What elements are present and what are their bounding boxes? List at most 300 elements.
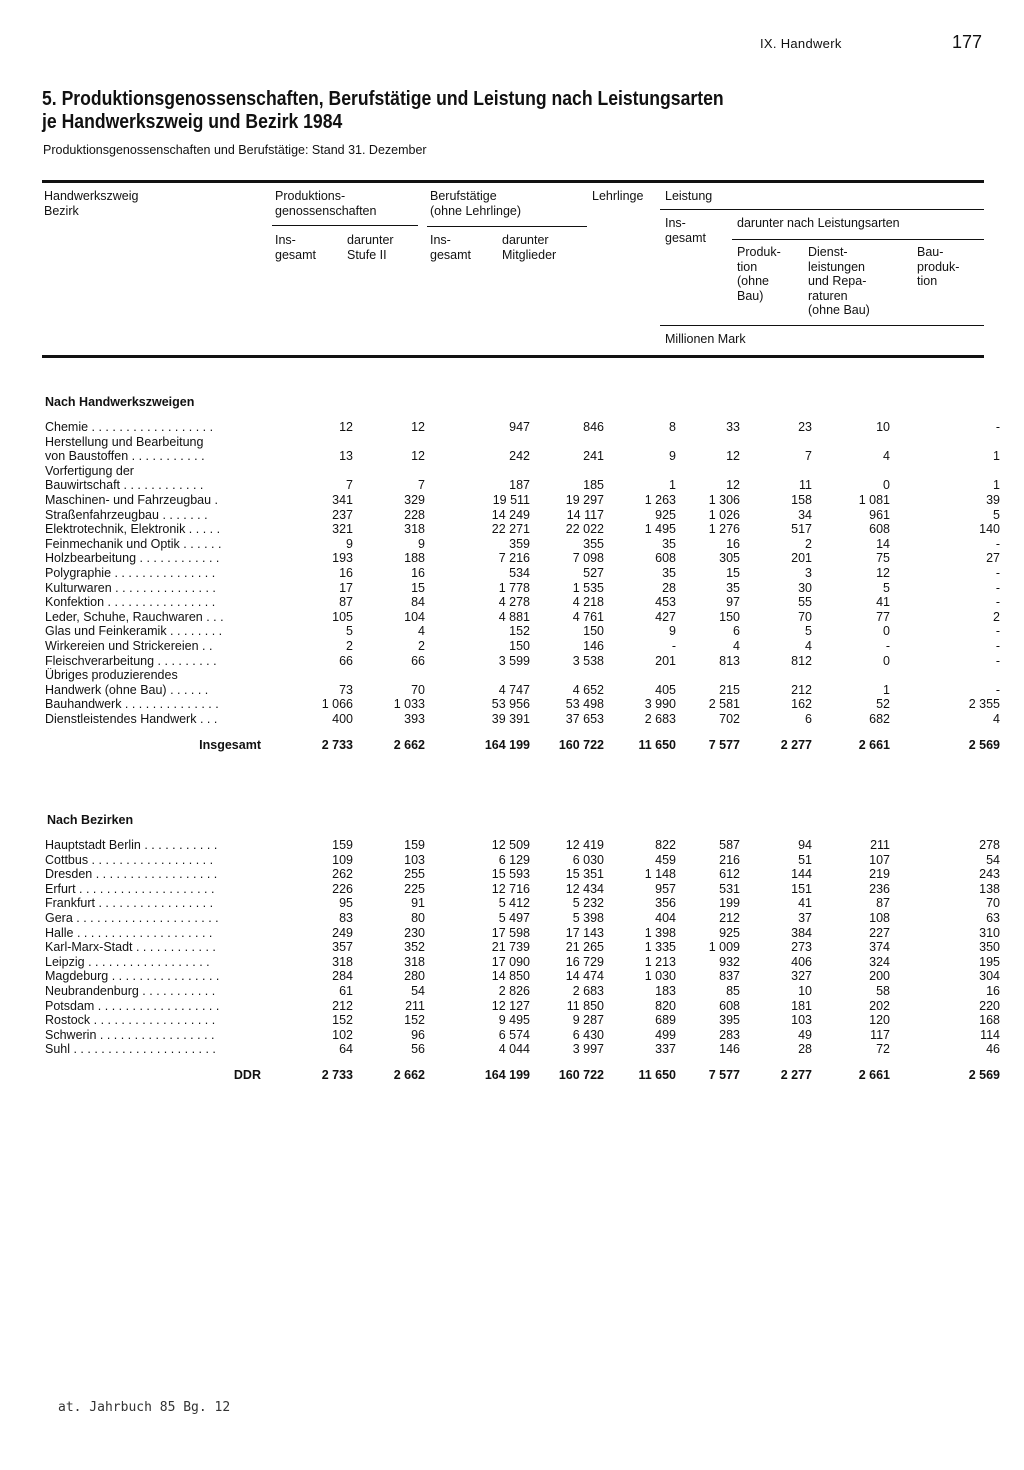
cell-value: 94 <box>798 838 812 852</box>
cell-value <box>425 668 530 683</box>
page-number: 177 <box>952 32 983 52</box>
row-label: Magdeburg . . . . . . . . . . . . . . . . <box>45 969 220 984</box>
cell-value: 34 <box>798 507 812 522</box>
cell-value: 28 <box>662 580 676 595</box>
cell-value: 12 <box>411 449 425 464</box>
cell-value: 187 <box>509 478 530 493</box>
cell-value: 6 030 <box>572 852 604 867</box>
cell-value: 6 <box>805 711 812 726</box>
cell-value: 53 498 <box>565 697 604 712</box>
cell-value: 7 577 <box>708 1068 740 1083</box>
cell-value: 56 <box>411 1042 425 1057</box>
cell-value: 16 <box>411 565 425 580</box>
cell-value: 211 <box>405 998 425 1013</box>
cell-value: 278 <box>979 838 1000 852</box>
table-row <box>45 493 1000 508</box>
cell-value: 2 <box>346 638 353 653</box>
row-label: Suhl . . . . . . . . . . . . . . . . . . . . . <box>45 1042 216 1057</box>
cell-value: 212 <box>332 998 353 1013</box>
cell-value: 52 <box>876 697 890 712</box>
cell-value: 255 <box>404 867 425 882</box>
cell-value: 2 683 <box>644 711 676 726</box>
cell-value: 12 127 <box>491 998 530 1013</box>
cell-value: 318 <box>404 954 425 969</box>
row-label: Leder, Schuhe, Rauchwaren . . . <box>45 609 224 624</box>
cell-value: 150 <box>719 609 740 624</box>
cell-value: 453 <box>655 595 676 610</box>
row-label: Bauhandwerk . . . . . . . . . . . . . . <box>45 697 219 712</box>
cell-value: 14 <box>876 536 890 551</box>
cell-value: 160 722 <box>558 737 604 752</box>
cell-value: 39 391 <box>491 711 530 726</box>
cell-value: 15 593 <box>491 867 530 882</box>
cell-value: 280 <box>404 969 425 984</box>
cell-value: 102 <box>332 1027 353 1042</box>
cell-value: 5 <box>346 624 353 639</box>
table-row <box>45 566 1000 581</box>
cell-value: 2 569 <box>968 737 1000 752</box>
cell-value <box>812 668 890 683</box>
cell-value: 66 <box>339 653 353 668</box>
cell-value: 357 <box>332 940 353 955</box>
cell-value: 87 <box>339 595 353 610</box>
col-pg-total-header: Ins- gesamt <box>275 233 316 262</box>
cell-value: 164 199 <box>484 737 530 752</box>
cell-value: - <box>995 624 1000 639</box>
cell-value: 531 <box>719 881 740 896</box>
cell-value: 51 <box>798 852 812 867</box>
cell-value: 33 <box>726 420 740 434</box>
cell-value: 1 026 <box>708 507 740 522</box>
cell-value: - <box>995 595 1000 610</box>
table-row <box>45 435 1000 450</box>
cell-value: 8 <box>669 420 676 434</box>
col-bt-mitglieder-header: darunter Mitglieder <box>502 233 557 262</box>
unit-rule <box>660 325 984 326</box>
table-row <box>45 464 1000 479</box>
cell-value: 2 <box>418 638 425 653</box>
table-row <box>45 955 1000 970</box>
row-label: Rostock . . . . . . . . . . . . . . . . . . <box>45 1013 216 1028</box>
cell-value: 159 <box>332 838 353 852</box>
row-label: Feinmechanik und Optik . . . . . . <box>45 536 222 551</box>
cell-value: 1 <box>993 449 1000 464</box>
cell-value: 2 662 <box>393 1068 425 1083</box>
cell-value: 15 <box>411 580 425 595</box>
cell-value: 2 683 <box>572 983 604 998</box>
cell-value <box>353 435 425 450</box>
cell-value: 151 <box>791 881 812 896</box>
cell-value <box>530 668 604 683</box>
cell-value <box>353 668 425 683</box>
cell-value <box>740 435 812 450</box>
cell-value: 318 <box>404 522 425 537</box>
cell-value: 37 <box>798 910 812 925</box>
cell-value: 21 265 <box>565 940 604 955</box>
cell-value: 932 <box>719 954 740 969</box>
cell-value: 22 271 <box>491 522 530 537</box>
section-heading-handwerkszweige: Nach Handwerkszweigen <box>45 395 195 409</box>
cell-value: 4 <box>883 449 890 464</box>
cell-value: 103 <box>404 852 425 867</box>
cell-value: 6 129 <box>498 852 530 867</box>
cell-value: 7 <box>418 478 425 493</box>
cell-value: 109 <box>332 852 353 867</box>
col-pg-header: Produktions- genossenschaften <box>275 189 377 218</box>
cell-value <box>604 668 676 683</box>
cell-value: 822 <box>655 838 676 852</box>
cell-value: 305 <box>719 551 740 566</box>
cell-value: 16 <box>986 983 1000 998</box>
cell-value: 682 <box>869 711 890 726</box>
table-row <box>45 1042 1000 1057</box>
table-row <box>45 999 1000 1014</box>
cell-value: 12 419 <box>565 838 604 852</box>
cell-value: 4 218 <box>572 595 604 610</box>
cell-value: 96 <box>411 1027 425 1042</box>
table-row <box>45 522 1000 537</box>
cell-value: 5 <box>883 580 890 595</box>
cell-value: 73 <box>339 682 353 697</box>
cell-value: 91 <box>411 896 425 911</box>
cell-value: 4 <box>993 711 1000 726</box>
cell-value: 957 <box>655 881 676 896</box>
cell-value: 3 538 <box>572 653 604 668</box>
cell-value: 152 <box>332 1013 353 1028</box>
cell-value: 17 143 <box>565 925 604 940</box>
cell-value: 53 956 <box>491 697 530 712</box>
cell-value: 310 <box>979 925 1000 940</box>
cell-value: 1 213 <box>644 954 676 969</box>
row-label: Hauptstadt Berlin . . . . . . . . . . . <box>45 838 218 852</box>
cell-value: 2 569 <box>968 1068 1000 1083</box>
cell-value: 14 474 <box>565 969 604 984</box>
cell-value <box>676 435 740 450</box>
table-row <box>45 1028 1000 1043</box>
cell-value: 19 511 <box>492 492 530 507</box>
row-label: Bauwirtschaft . . . . . . . . . . . . <box>45 478 204 493</box>
cell-value: 534 <box>509 565 530 580</box>
cell-value: 1 033 <box>393 697 425 712</box>
cell-value: 7 577 <box>708 737 740 752</box>
row-label: Kulturwaren . . . . . . . . . . . . . . . <box>45 580 216 595</box>
cell-value: 199 <box>719 896 740 911</box>
table-row <box>45 639 1000 654</box>
cell-value: 12 <box>876 565 890 580</box>
cell-value: 356 <box>655 896 676 911</box>
cell-value: 846 <box>583 420 604 434</box>
cell-value: 2 826 <box>498 983 530 998</box>
cell-value: 14 117 <box>566 507 604 522</box>
cell-value: 162 <box>791 697 812 712</box>
cell-value: 138 <box>979 881 1000 896</box>
cell-value: 1 <box>993 478 1000 493</box>
cell-value: 499 <box>655 1027 676 1042</box>
cell-value <box>425 464 530 479</box>
table-title <box>42 88 834 134</box>
col-darunter-header: darunter nach Leistungsarten <box>737 216 900 230</box>
cell-value: 105 <box>332 609 353 624</box>
cell-value <box>261 668 353 683</box>
darunter-rule <box>732 239 984 240</box>
cell-value: 7 <box>805 449 812 464</box>
cell-value <box>261 464 353 479</box>
data-table-bezirke <box>45 838 1000 1083</box>
cell-value: 4 761 <box>572 609 604 624</box>
cell-value: 37 653 <box>565 711 604 726</box>
cell-value: 150 <box>583 624 604 639</box>
col-leistung-total-header: Ins- gesamt <box>665 216 706 245</box>
table-row <box>45 683 1000 698</box>
row-label: Maschinen- und Fahrzeugbau . <box>45 492 219 507</box>
cell-value: 9 <box>669 624 676 639</box>
cell-value <box>740 464 812 479</box>
cell-value: 11 650 <box>638 737 676 752</box>
cell-value: 220 <box>979 998 1000 1013</box>
cell-value: 352 <box>404 940 425 955</box>
table-row <box>45 420 1000 435</box>
row-label: Elektrotechnik, Elektronik . . . . . <box>45 522 221 537</box>
leistung-rule <box>660 209 984 210</box>
table-row <box>45 969 1000 984</box>
pg-rule <box>272 225 418 226</box>
cell-value: 150 <box>509 638 530 653</box>
row-label: Handwerk (ohne Bau) . . . . . . <box>45 682 209 697</box>
table-row <box>45 712 1000 727</box>
total-row <box>45 1057 1000 1083</box>
cell-value: 608 <box>719 998 740 1013</box>
title-line-2: je Handwerkszweig und Bezirk 1984 <box>42 111 343 133</box>
cell-value: 41 <box>798 896 812 911</box>
cell-value: 587 <box>719 838 740 852</box>
cell-value <box>353 464 425 479</box>
cell-value: 17 <box>339 580 353 595</box>
cell-value: 262 <box>332 867 353 882</box>
row-label: Erfurt . . . . . . . . . . . . . . . . . . . . <box>45 881 215 896</box>
table-row <box>45 940 1000 955</box>
cell-value: 146 <box>719 1042 740 1057</box>
cell-value: 321 <box>332 522 353 537</box>
row-label: Konfektion . . . . . . . . . . . . . . . . <box>45 595 216 610</box>
cell-value: 226 <box>332 881 353 896</box>
col-bt-total-header: Ins- gesamt <box>430 233 471 262</box>
cell-value: 284 <box>332 969 353 984</box>
cell-value: 11 650 <box>638 1068 676 1083</box>
row-label: Straßenfahrzeugbau . . . . . . . <box>45 507 208 522</box>
cell-value <box>604 435 676 450</box>
cell-value: 97 <box>726 595 740 610</box>
cell-value: 219 <box>869 867 890 882</box>
cell-value: 159 <box>404 838 425 852</box>
cell-value: 2 355 <box>968 697 1000 712</box>
cell-value: 2 662 <box>393 737 425 752</box>
cell-value: 243 <box>979 867 1000 882</box>
table-row <box>45 595 1000 610</box>
cell-value: 0 <box>883 478 890 493</box>
cell-value: 1 066 <box>321 697 353 712</box>
cell-value: 230 <box>404 925 425 940</box>
cell-value: 242 <box>509 449 530 464</box>
cell-value: 1 009 <box>708 940 740 955</box>
row-label: Neubrandenburg . . . . . . . . . . . <box>45 983 216 998</box>
cell-value: 83 <box>339 910 353 925</box>
cell-value: 84 <box>411 595 425 610</box>
cell-value: 107 <box>869 852 890 867</box>
cell-value: 11 850 <box>566 998 604 1013</box>
cell-value: 249 <box>332 925 353 940</box>
header-top-rule <box>42 180 984 183</box>
cell-value: 1 263 <box>644 492 676 507</box>
cell-value: 16 729 <box>565 954 604 969</box>
row-label: Leipzig . . . . . . . . . . . . . . . . . . <box>45 954 210 969</box>
row-label: Cottbus . . . . . . . . . . . . . . . . . . <box>45 852 214 867</box>
row-label: Herstellung und Bearbeitung <box>45 434 204 449</box>
cell-value: 4 278 <box>498 595 530 610</box>
cell-value: 1 495 <box>644 522 676 537</box>
cell-value: 46 <box>986 1042 1000 1057</box>
col-dienst-header: Dienst- leistungen und Repa- raturen (ohne Bau) <box>808 245 870 317</box>
cell-value: 5 <box>993 507 1000 522</box>
page-footer: at. Jahrbuch 85 Bg. 12 <box>58 1400 231 1415</box>
col-bau-header: Bau- produk- tion <box>917 245 960 288</box>
cell-value: 2 733 <box>321 737 353 752</box>
cell-value: 1 306 <box>708 492 740 507</box>
cell-value: 14 249 <box>491 507 530 522</box>
header-bottom-rule <box>42 355 984 358</box>
cell-value: 13 <box>339 449 353 464</box>
cell-value <box>530 435 604 450</box>
cell-value: 812 <box>791 653 812 668</box>
cell-value: 689 <box>655 1013 676 1028</box>
cell-value: 195 <box>979 954 1000 969</box>
cell-value: - <box>995 682 1000 697</box>
row-label: Frankfurt . . . . . . . . . . . . . . . . . <box>45 896 214 911</box>
table-row <box>45 867 1000 882</box>
cell-value: 4 044 <box>498 1042 530 1057</box>
cell-value: 1 081 <box>858 492 890 507</box>
table-row <box>45 508 1000 523</box>
cell-value: 70 <box>411 682 425 697</box>
cell-value: 12 <box>726 478 740 493</box>
cell-value: 2 661 <box>858 737 890 752</box>
cell-value: 225 <box>404 881 425 896</box>
row-label: Polygraphie . . . . . . . . . . . . . . . <box>45 565 216 580</box>
table-row <box>45 1013 1000 1028</box>
cell-value: 427 <box>655 609 676 624</box>
cell-value: 2 <box>805 536 812 551</box>
cell-value: 961 <box>869 507 890 522</box>
cell-value: 925 <box>719 925 740 940</box>
cell-value: 202 <box>869 998 890 1013</box>
cell-value: 925 <box>655 507 676 522</box>
cell-value: 612 <box>719 867 740 882</box>
cell-value: 9 <box>418 536 425 551</box>
cell-value: 527 <box>583 565 604 580</box>
data-table-handwerkszweige <box>45 420 1000 752</box>
table-row <box>45 896 1000 911</box>
cell-value: 23 <box>798 420 812 434</box>
cell-value: 4 <box>805 638 812 653</box>
cell-value: 63 <box>986 910 1000 925</box>
cell-value: 1 335 <box>644 940 676 955</box>
cell-value: 35 <box>726 580 740 595</box>
cell-value: 160 722 <box>558 1068 604 1083</box>
cell-value: 327 <box>791 969 812 984</box>
cell-value: 22 022 <box>565 522 604 537</box>
row-label: Vorfertigung der <box>45 463 134 478</box>
cell-value: 9 287 <box>572 1013 604 1028</box>
cell-value: 304 <box>979 969 1000 984</box>
cell-value: 17 090 <box>491 954 530 969</box>
cell-value: 405 <box>655 682 676 697</box>
cell-value: 164 199 <box>484 1068 530 1083</box>
cell-value: 404 <box>655 910 676 925</box>
cell-value: 12 716 <box>491 881 530 896</box>
cell-value <box>425 435 530 450</box>
cell-value: 185 <box>583 478 604 493</box>
cell-value <box>812 464 890 479</box>
col-lehrlinge-header: Lehrlinge <box>592 189 644 203</box>
cell-value <box>676 668 740 683</box>
cell-value: - <box>995 638 1000 653</box>
cell-value: 337 <box>655 1042 676 1057</box>
cell-value: 6 <box>733 624 740 639</box>
cell-value: 152 <box>404 1013 425 1028</box>
cell-value: 168 <box>979 1013 1000 1028</box>
cell-value: 104 <box>404 609 425 624</box>
cell-value: 95 <box>339 896 353 911</box>
cell-value: 1 <box>669 478 676 493</box>
table-row <box>45 624 1000 639</box>
cell-value: 120 <box>869 1013 890 1028</box>
row-label: Chemie . . . . . . . . . . . . . . . . . . <box>45 420 214 434</box>
cell-value <box>890 668 1000 683</box>
col-leistung-header: Leistung <box>665 189 713 203</box>
table-row <box>45 926 1000 941</box>
cell-value: - <box>995 565 1000 580</box>
cell-value: 329 <box>404 492 425 507</box>
cell-value: 1 148 <box>644 867 676 882</box>
cell-value: - <box>995 536 1000 551</box>
cell-value: 236 <box>869 881 890 896</box>
cell-value: 350 <box>979 940 1000 955</box>
cell-value: - <box>995 580 1000 595</box>
cell-value: 5 412 <box>498 896 530 911</box>
cell-value: 15 <box>726 565 740 580</box>
cell-value: 7 216 <box>498 551 530 566</box>
cell-value: 216 <box>719 852 740 867</box>
cell-value: 395 <box>719 1013 740 1028</box>
cell-value: 3 <box>805 565 812 580</box>
cell-value: 273 <box>791 940 812 955</box>
cell-value: 12 <box>726 449 740 464</box>
row-label: Übriges produzierendes <box>45 668 178 683</box>
cell-value: 16 <box>339 565 353 580</box>
col-produktion-header: Produk- tion (ohne Bau) <box>737 245 781 303</box>
title-line-1: 5. Produktionsgenossenschaften, Berufstätige und Leistung nach Leistungsarten <box>42 88 724 110</box>
cell-value: 19 297 <box>565 492 604 507</box>
bt-rule <box>427 226 587 227</box>
cell-value: 35 <box>662 536 676 551</box>
cell-value: 2 277 <box>780 737 812 752</box>
table-row <box>45 449 1000 464</box>
cell-value: 4 652 <box>572 682 604 697</box>
cell-value: 212 <box>791 682 812 697</box>
cell-value: 15 351 <box>565 867 604 882</box>
cell-value: 61 <box>339 983 353 998</box>
cell-value: 87 <box>876 896 890 911</box>
cell-value: 1 778 <box>498 580 530 595</box>
